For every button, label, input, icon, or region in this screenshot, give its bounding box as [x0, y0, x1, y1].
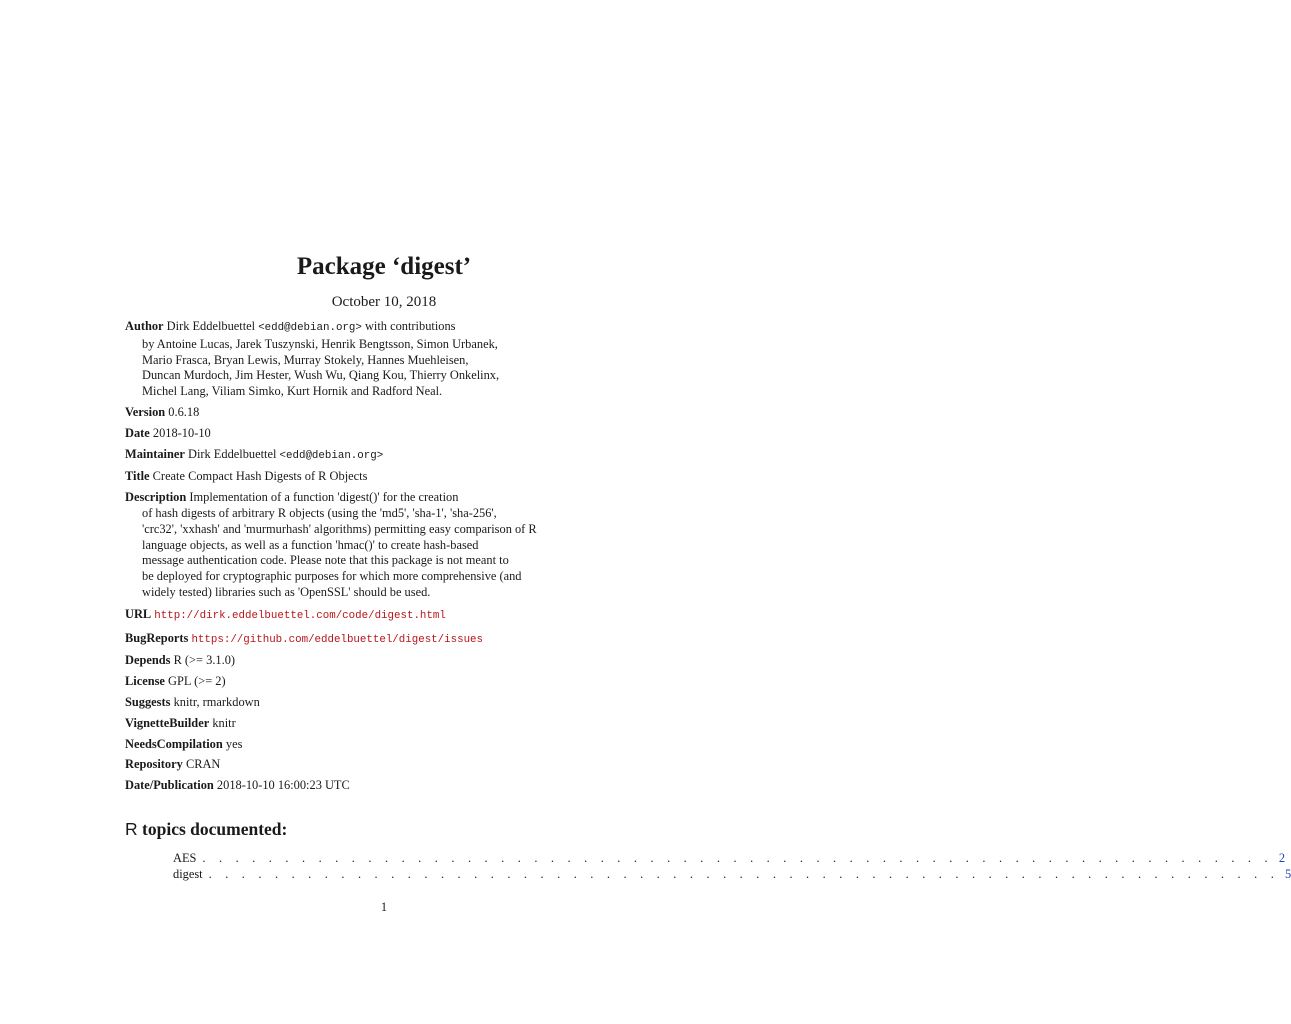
field-description-line: of hash digests of arbitrary R objects (using the 'md5', 'sha-1', 'sha-256',	[142, 505, 497, 520]
field-repository	[125, 757, 685, 773]
section-title-text: topics documented:	[137, 819, 288, 839]
field-suggests-value: knitr, rmarkdown	[173, 694, 260, 709]
field-author-rest: with contributions	[361, 319, 456, 333]
field-bugreports-key: BugReports	[125, 630, 189, 645]
field-author-line: Michel Lang, Viliam Simko, Kurt Hornik and Radford Neal.	[142, 384, 443, 399]
field-author-email: <edd@debian.org>	[258, 322, 362, 334]
field-datepublication-key: Date/Publication	[125, 778, 214, 793]
field-author-key: Author	[125, 319, 164, 333]
field-needscompilation-value: yes	[225, 736, 243, 751]
field-title-key: Title	[125, 469, 150, 484]
toc-entry-page-link[interactable]: 5	[1285, 867, 1291, 881]
field-repository-value: CRAN	[185, 757, 221, 772]
field-bugreports-link[interactable]: https://github.com/eddelbuettel/digest/issues	[191, 633, 484, 646]
field-date	[125, 426, 685, 442]
toc-leader-dots: . . . . . . . . . . . . . . . . . . . . . . . . . . . . . . . . . . . . . . . . . . . . . . . . . . . . . . . . . . . . . . . . .	[202, 851, 1273, 865]
field-repository-key: Repository	[125, 757, 183, 772]
field-maintainer	[125, 447, 685, 465]
field-vignettebuilder-value: knitr	[212, 715, 236, 730]
field-description-key: Description	[125, 490, 187, 505]
section-title-r: R	[125, 819, 138, 839]
field-url-link[interactable]: http://dirk.eddelbuettel.com/code/digest.html	[154, 609, 446, 622]
field-author-line: by Antoine Lucas, Jarek Tuszynski, Henrik Bengtsson, Simon Urbanek,	[142, 336, 498, 351]
toc-entry-page-link[interactable]: 2	[1278, 851, 1286, 865]
field-depends-key: Depends	[125, 653, 171, 668]
field-url	[125, 607, 685, 625]
field-license	[125, 674, 685, 690]
page-date: October 10, 2018	[331, 294, 437, 310]
field-license-key: License	[125, 674, 165, 689]
field-version-value: 0.6.18	[168, 404, 200, 419]
field-depends-value: R (>= 3.1.0)	[173, 653, 236, 668]
field-author-name: Dirk Eddelbuettel	[166, 319, 259, 333]
field-title	[125, 469, 685, 485]
page-title: Package ‘digest’	[296, 253, 472, 280]
field-description-line: 'crc32', 'xxhash' and 'murmurhash' algorithms) permitting easy comparison of R	[142, 521, 537, 536]
field-title-value: Create Compact Hash Digests of R Objects	[152, 469, 368, 484]
field-datepublication-value: 2018-10-10 16:00:23 UTC	[216, 778, 350, 793]
toc-entry-digest[interactable]	[173, 866, 1291, 882]
field-author-line: Duncan Murdoch, Jim Hester, Wush Wu, Qiang Kou, Thierry Onkelinx,	[142, 368, 500, 383]
field-version-key: Version	[125, 404, 166, 419]
field-author-line: Mario Frasca, Bryan Lewis, Murray Stokely, Hannes Muehleisen,	[142, 352, 469, 367]
field-suggests-key: Suggests	[125, 694, 171, 709]
field-bugreports	[125, 631, 685, 649]
table-of-contents	[173, 850, 1291, 882]
field-maintainer-key: Maintainer	[125, 446, 185, 461]
field-license-value: GPL (>= 2)	[168, 674, 226, 689]
field-date-value: 2018-10-10	[152, 425, 211, 440]
field-description-line: be deployed for cryptographic purposes for which more comprehensive (and	[142, 569, 522, 584]
toc-entry-aes[interactable]	[173, 850, 1286, 866]
field-depends	[125, 653, 685, 669]
section-title-topics	[125, 818, 287, 840]
field-version	[125, 405, 685, 421]
field-vignettebuilder	[125, 716, 685, 732]
field-url-key: URL	[125, 606, 152, 621]
field-datepublication	[125, 778, 685, 794]
field-description-line: widely tested) libraries such as 'OpenSSL' should be used.	[142, 584, 431, 599]
field-vignettebuilder-key: VignetteBuilder	[125, 715, 210, 730]
field-maintainer-value: Dirk Eddelbuettel	[188, 446, 280, 461]
toc-leader-dots: . . . . . . . . . . . . . . . . . . . . . . . . . . . . . . . . . . . . . . . . . . . . . . . . . . . . . . . . . . . . . . . . .	[208, 867, 1280, 881]
field-description-line: message authentication code. Please note that this package is not meant to	[142, 553, 509, 568]
field-needscompilation-key: NeedsCompilation	[125, 736, 223, 751]
field-description-first-line: Implementation of a function 'digest()' for the creation	[189, 490, 459, 505]
field-description	[125, 490, 685, 601]
toc-entry-name: digest	[173, 867, 203, 881]
field-date-key: Date	[125, 425, 150, 440]
field-maintainer-email: <edd@debian.org>	[279, 449, 384, 462]
toc-entry-name: AES	[173, 851, 197, 865]
field-needscompilation	[125, 737, 685, 753]
field-description-line: language objects, as well as a function 'hmac()' to create hash-based	[142, 537, 479, 552]
field-author	[125, 319, 685, 400]
field-suggests	[125, 695, 685, 711]
page-number: 1	[380, 900, 388, 914]
package-fields	[125, 319, 685, 794]
